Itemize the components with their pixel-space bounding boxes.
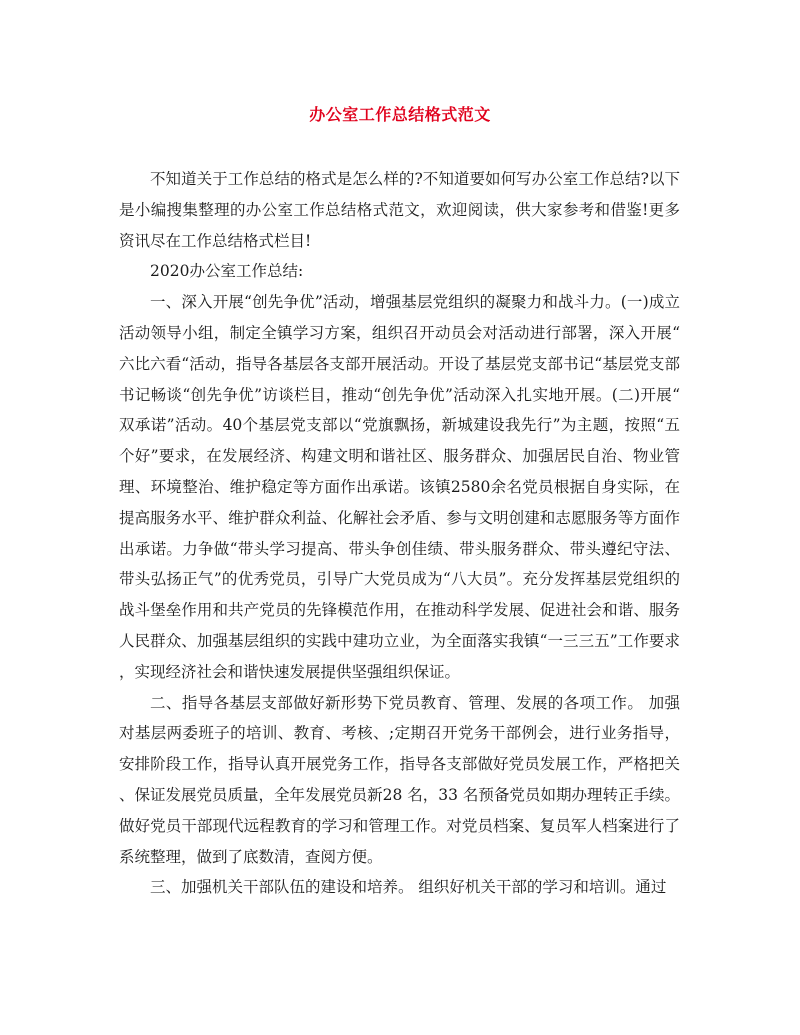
section-three-paragraph: 三、加强机关干部队伍的建设和培养。 组织好机关干部的学习和培训。通过 bbox=[150, 878, 667, 897]
summary-heading: 2020办公室工作总结: bbox=[150, 262, 304, 281]
intro-paragraph: 不知道关于工作总结的格式是怎么样的?不知道要如何写办公室工作总结?以下是小编搜集整理的办公室工作总结格式范文，欢迎阅读，供大家参考和借鉴!更多资讯尽在工作总结格式栏目! bbox=[119, 170, 680, 250]
section-two-paragraph: 二、指导各基层支部做好新形势下党员教育、管理、发展的各项工作。 加强对基层两委班子的培训、教育、考核、;定期召开党务干部例会，进行业务指导，安排阶段工作，指导认真开展党务工作，指导各支部做好党员发展工作，严格把关、保证发展党员质量，全年发展党员新28 名，33 名预备党员如期办理转正手续。做好党员干部现代远程教育的学习和管理工作。对党员档案、复员军人档案进行了系统整理，做到了底数清，查阅方便。 bbox=[119, 693, 680, 866]
document-title: 办公室工作总结格式范文 bbox=[309, 105, 491, 124]
document-body bbox=[119, 164, 680, 903]
section-one-paragraph: 一、深入开展“创先争优”活动，增强基层党组织的凝聚力和战斗力。(一)成立活动领导小组，制定全镇学习方案，组织召开动员会对活动进行部署，深入开展“六比六看“活动，指导各基层各支部开展活动。开设了基层党支部书记“基层党支部书记畅谈“创先争优”访谈栏目，推动“创先争优”活动深入扎实地开展。(二)开展“双承诺”活动。40个基层党支部以“党旗飘扬，新城建设我先行”为主题，按照“五个好”要求，在发展经济、构建文明和谐社区、服务群众、加强居民自治、物业管理、环境整治、维护稳定等方面作出承诺。该镇2580余名党员根据自身实际，在提高服务水平、维护群众利益、化解社会矛盾、参与文明创建和志愿服务等方面作出承诺。力争做“带头学习提高、带头争创佳绩、带头服务群众、带头遵纪守法、带头弘扬正气”的优秀党员，引导广大党员成为“八大员”。充分发挥基层党组织的战斗堡垒作用和共产党员的先锋模范作用，在推动科学发展、促进社会和谐、服务人民群众、加强基层组织的实践中建功立业，为全面落实我镇“一三三五”工作要求，实现经济社会和谐快速发展提供坚强组织保证。 bbox=[119, 293, 680, 681]
